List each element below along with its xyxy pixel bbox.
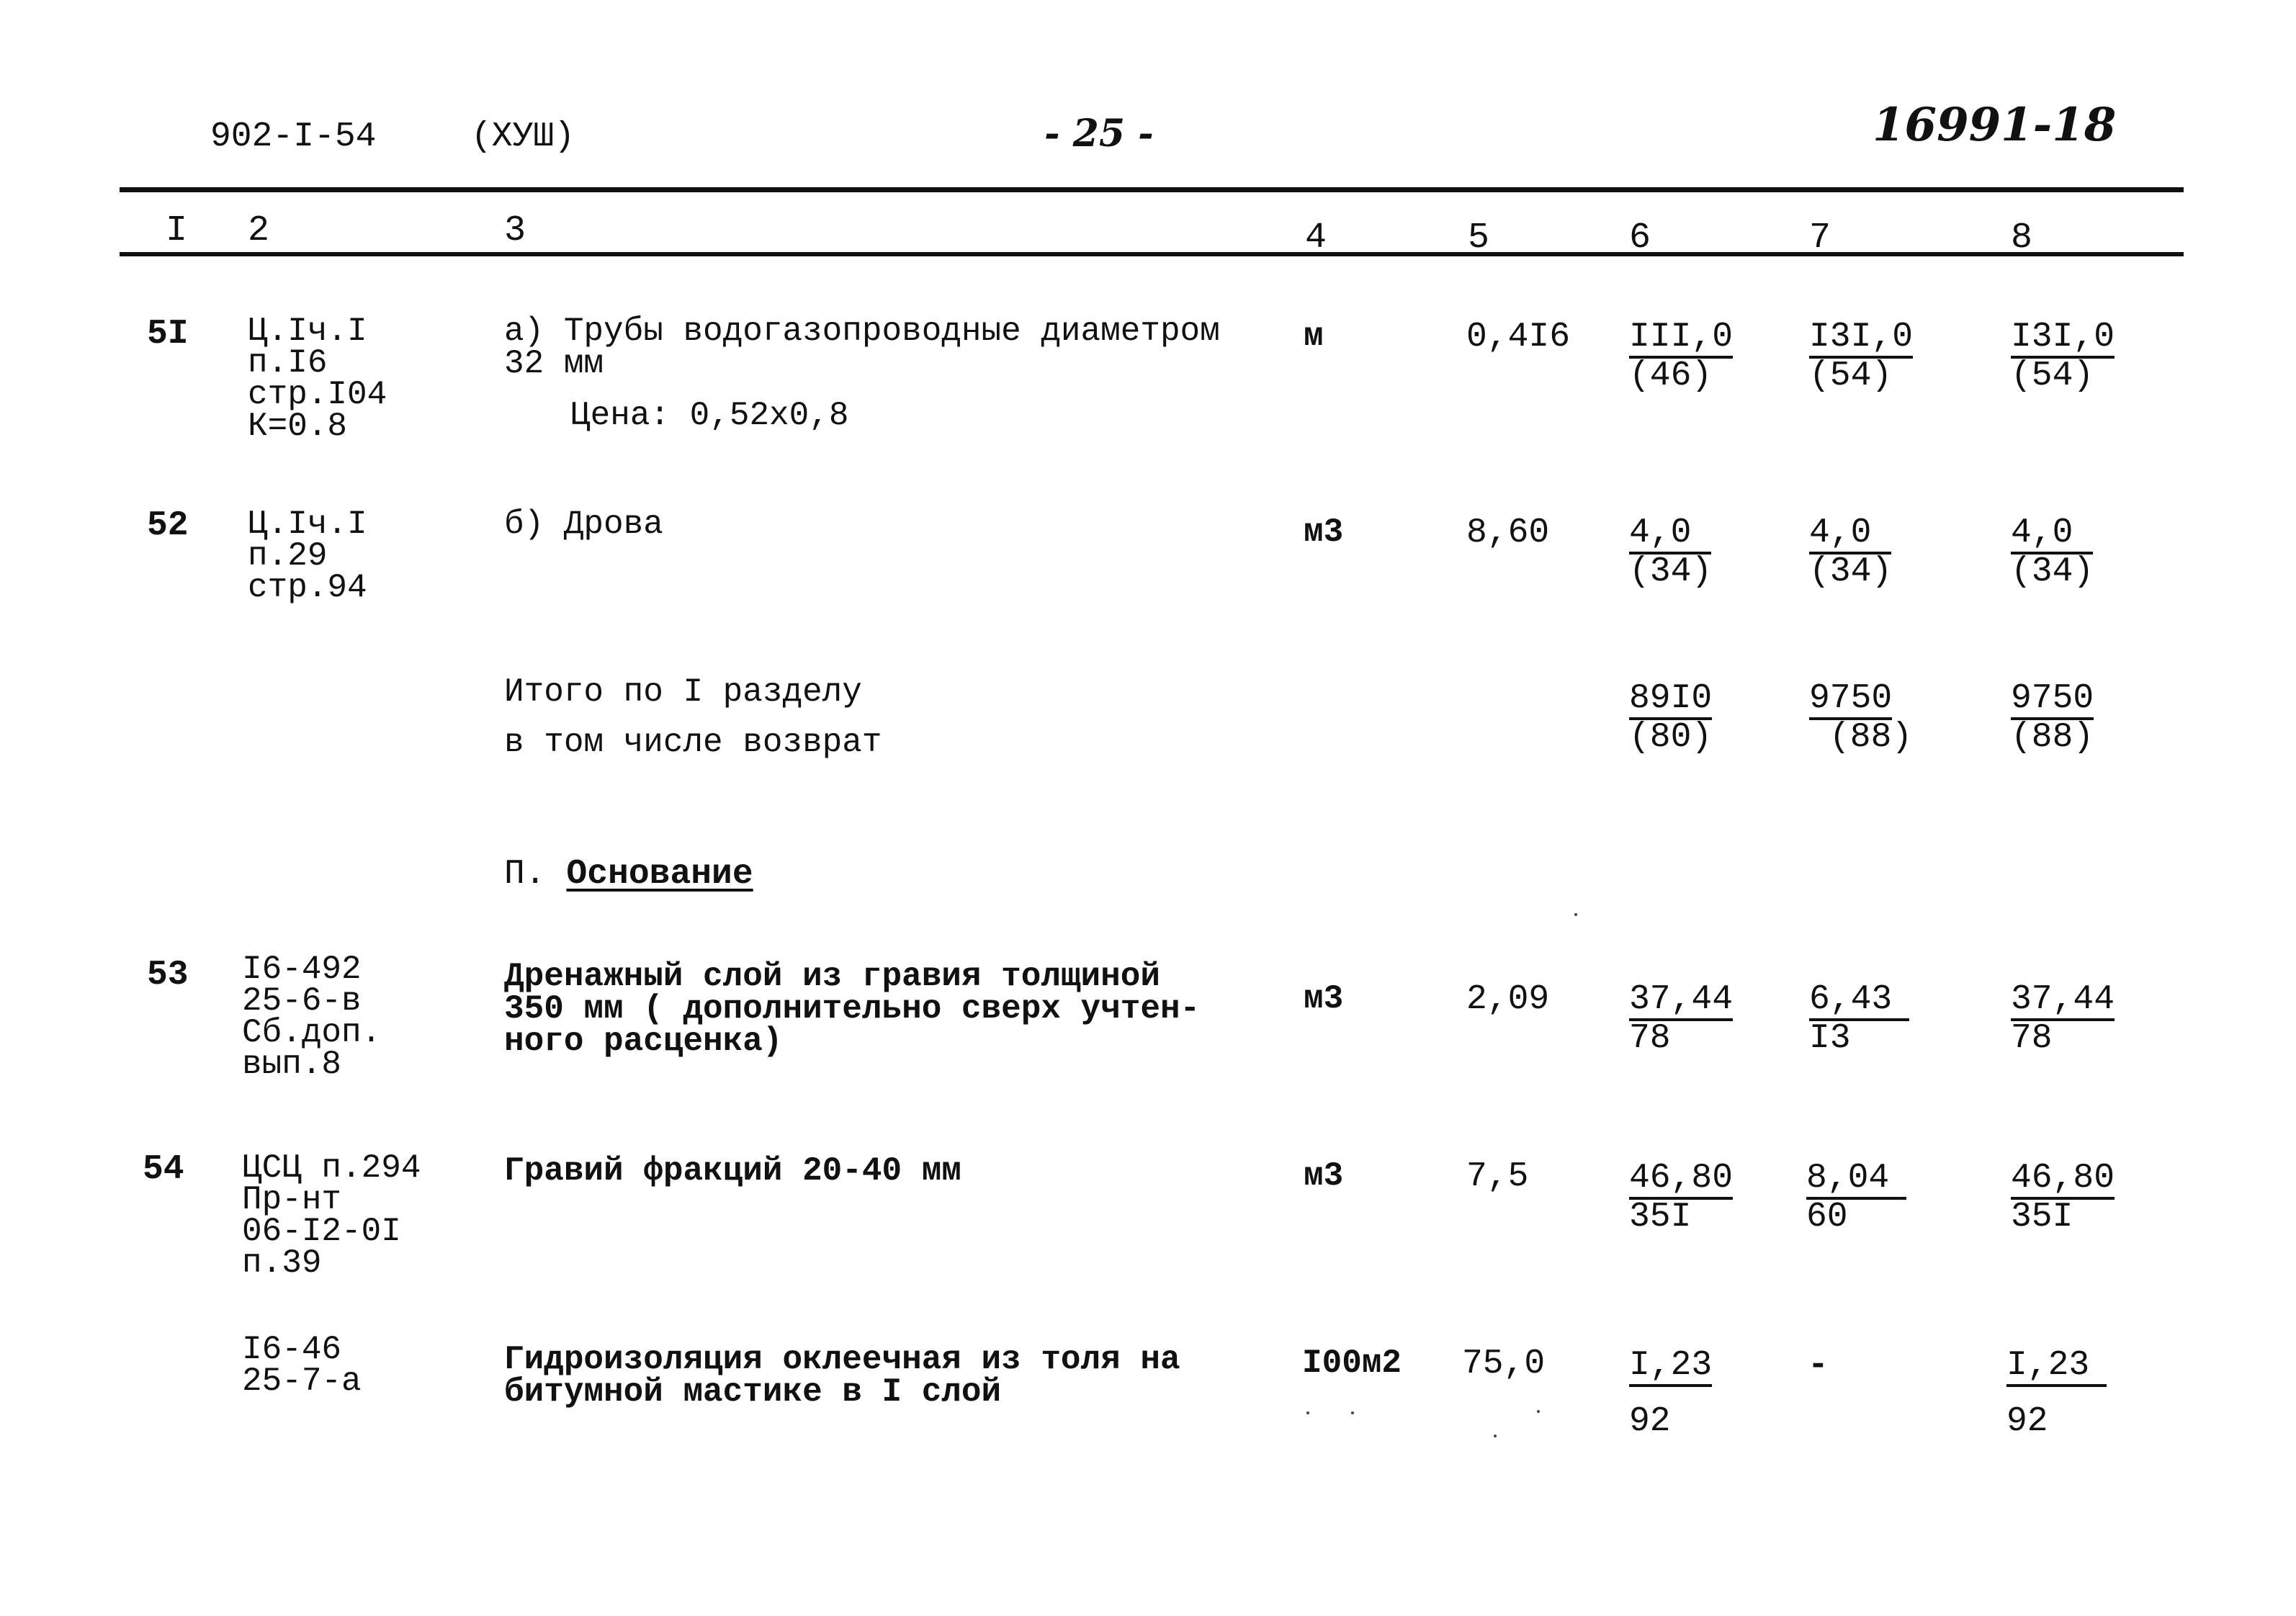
handwritten-number: 16991-18 (1873, 98, 2117, 152)
cost-col8-top: 37,44 (2011, 982, 2115, 1021)
row-number: 54 (143, 1150, 184, 1189)
total-col8 (2011, 681, 2094, 755)
cost-col6 (1629, 1161, 1733, 1234)
cost-col7-top: 4,0 (1809, 516, 1891, 555)
quantity: 75,0 (1462, 1345, 1546, 1383)
total-col6-top: 89I0 (1629, 681, 1712, 720)
row-number: 53 (147, 956, 189, 995)
cost-col7: - (1808, 1346, 1829, 1385)
quantity: 8,60 (1466, 513, 1550, 552)
reference-code: ЦСЦ п.294 Пр-нт 06-I2-0I п.39 (242, 1149, 421, 1283)
cost-col8-bottom: 78 (2011, 1019, 2053, 1058)
total-col8-top: 9750 (2011, 681, 2094, 720)
total-col7-bottom: (88) (1829, 718, 1913, 757)
cost-col7-bottom: 60 (1806, 1198, 1848, 1236)
item-description: а) Трубы водогазопроводные диаметром 32 мм (504, 313, 1220, 383)
item-description: Гравий фракций 20-40 мм (504, 1152, 961, 1190)
cost-col8-top: 4,0 (2011, 516, 2093, 555)
item-description: Дренажный слой из гравия толщиной 350 мм ( дополнительно сверх учтен- ного расценка) (504, 958, 1201, 1061)
column-header-7: 7 (1809, 217, 1831, 259)
cost-col6-bottom: 78 (1629, 1019, 1671, 1058)
reference-code: Ц.Iч.I п.29 стр.94 (248, 506, 367, 607)
cost-col6-top: 4,0 (1629, 516, 1711, 555)
cost-col8-top: I,23 (2006, 1348, 2107, 1387)
section-prefix: П. (504, 855, 546, 894)
scan-speck (1537, 1410, 1540, 1413)
cost-col6 (1629, 1348, 1712, 1439)
cost-col8-bottom: (34) (2011, 552, 2094, 591)
cost-col6-bottom: 92 (1629, 1402, 1671, 1441)
cost-col7 (1809, 513, 1893, 591)
row-number: 5I (147, 315, 189, 354)
cost-col8 (2006, 1348, 2107, 1439)
quantity: 0,4I6 (1466, 318, 1571, 356)
section-title: Основание (566, 855, 753, 894)
cost-col7-bottom: (54) (1809, 356, 1893, 395)
header-rule (120, 252, 2184, 256)
cost-col7-top: 6,43 (1809, 982, 1909, 1021)
cost-col6-top: I,23 (1629, 1348, 1712, 1387)
unit: м (1304, 318, 1324, 355)
column-header-4: 4 (1305, 217, 1327, 259)
cost-col6-top: 37,44 (1629, 982, 1733, 1021)
column-header-3: 3 (504, 210, 526, 251)
cost-col6 (1629, 513, 1713, 591)
quantity: 7,5 (1466, 1157, 1529, 1196)
cost-col7 (1809, 320, 1913, 393)
scan-speck (1494, 1435, 1497, 1437)
column-header-2: 2 (248, 210, 270, 251)
cost-col7-top: 8,04 (1806, 1161, 1906, 1200)
price-note: Цена: 0,52х0,8 (570, 397, 849, 434)
cost-col8 (2011, 982, 2115, 1056)
return-label: в том числе возврат (504, 724, 882, 761)
unit: I00м2 (1302, 1345, 1402, 1382)
cost-col8-bottom: 92 (2006, 1402, 2048, 1441)
cost-col6 (1629, 982, 1733, 1056)
cost-col7-bottom: I3 (1809, 1019, 1851, 1058)
reference-code: I6-492 25-6-в Сб.доп. вып.8 (242, 951, 382, 1084)
document-code: 902-I-54 (210, 117, 377, 156)
cost-col6-top: 46,80 (1629, 1161, 1733, 1200)
cost-col8-top: I3I,0 (2011, 320, 2115, 359)
unit: м3 (1304, 513, 1344, 551)
total-col6 (1629, 681, 1712, 755)
top-rule (120, 187, 2184, 192)
quantity: 2,09 (1466, 980, 1550, 1019)
scan-speck (1351, 1411, 1354, 1414)
album-number: (ХУШ) (471, 117, 575, 156)
cost-col8 (2011, 1161, 2115, 1234)
cost-col6-top: III,0 (1629, 320, 1733, 359)
cost-col7 (1806, 1161, 1906, 1234)
reference-code: Ц.Iч.I п.I6 стр.I04 К=0.8 (248, 313, 387, 446)
section-heading (504, 857, 753, 892)
cost-col6 (1629, 320, 1733, 393)
cost-col8-top: 46,80 (2011, 1161, 2115, 1200)
cost-col6-bottom: 35I (1629, 1198, 1692, 1236)
cost-col6-bottom: (46) (1629, 356, 1713, 395)
item-description: б) Дрова (504, 506, 663, 543)
cost-col8 (2011, 320, 2115, 393)
scan-speck (1574, 913, 1577, 916)
cost-col7 (1809, 982, 1909, 1056)
cost-col8-bottom: 35I (2011, 1198, 2073, 1236)
total-col8-bottom: (88) (2011, 718, 2094, 757)
column-header-1: I (166, 210, 188, 251)
total-label: Итого по I разделу (504, 673, 862, 711)
total-col6-bottom: (80) (1629, 718, 1713, 757)
cost-col8 (2011, 513, 2094, 591)
cost-col7-top: I3I,0 (1809, 320, 1913, 359)
column-header-6: 6 (1629, 217, 1651, 259)
cost-col7-bottom: (34) (1809, 552, 1893, 591)
scan-speck (1306, 1411, 1309, 1414)
total-col7-top: 9750 (1809, 681, 1892, 720)
column-header-8: 8 (2011, 217, 2033, 259)
item-description: Гидроизоляция оклеечная из толя на битумной мастике в I слой (504, 1341, 1180, 1411)
total-col7 (1809, 681, 1912, 755)
page-number: - 25 - (1044, 112, 1154, 156)
unit: м3 (1304, 980, 1344, 1018)
unit: м3 (1304, 1157, 1344, 1195)
cost-col8-bottom: (54) (2011, 356, 2094, 395)
row-number: 52 (147, 506, 189, 545)
column-header-5: 5 (1468, 217, 1490, 259)
cost-col6-bottom: (34) (1629, 552, 1713, 591)
reference-code: I6-46 25-7-а (242, 1331, 362, 1401)
